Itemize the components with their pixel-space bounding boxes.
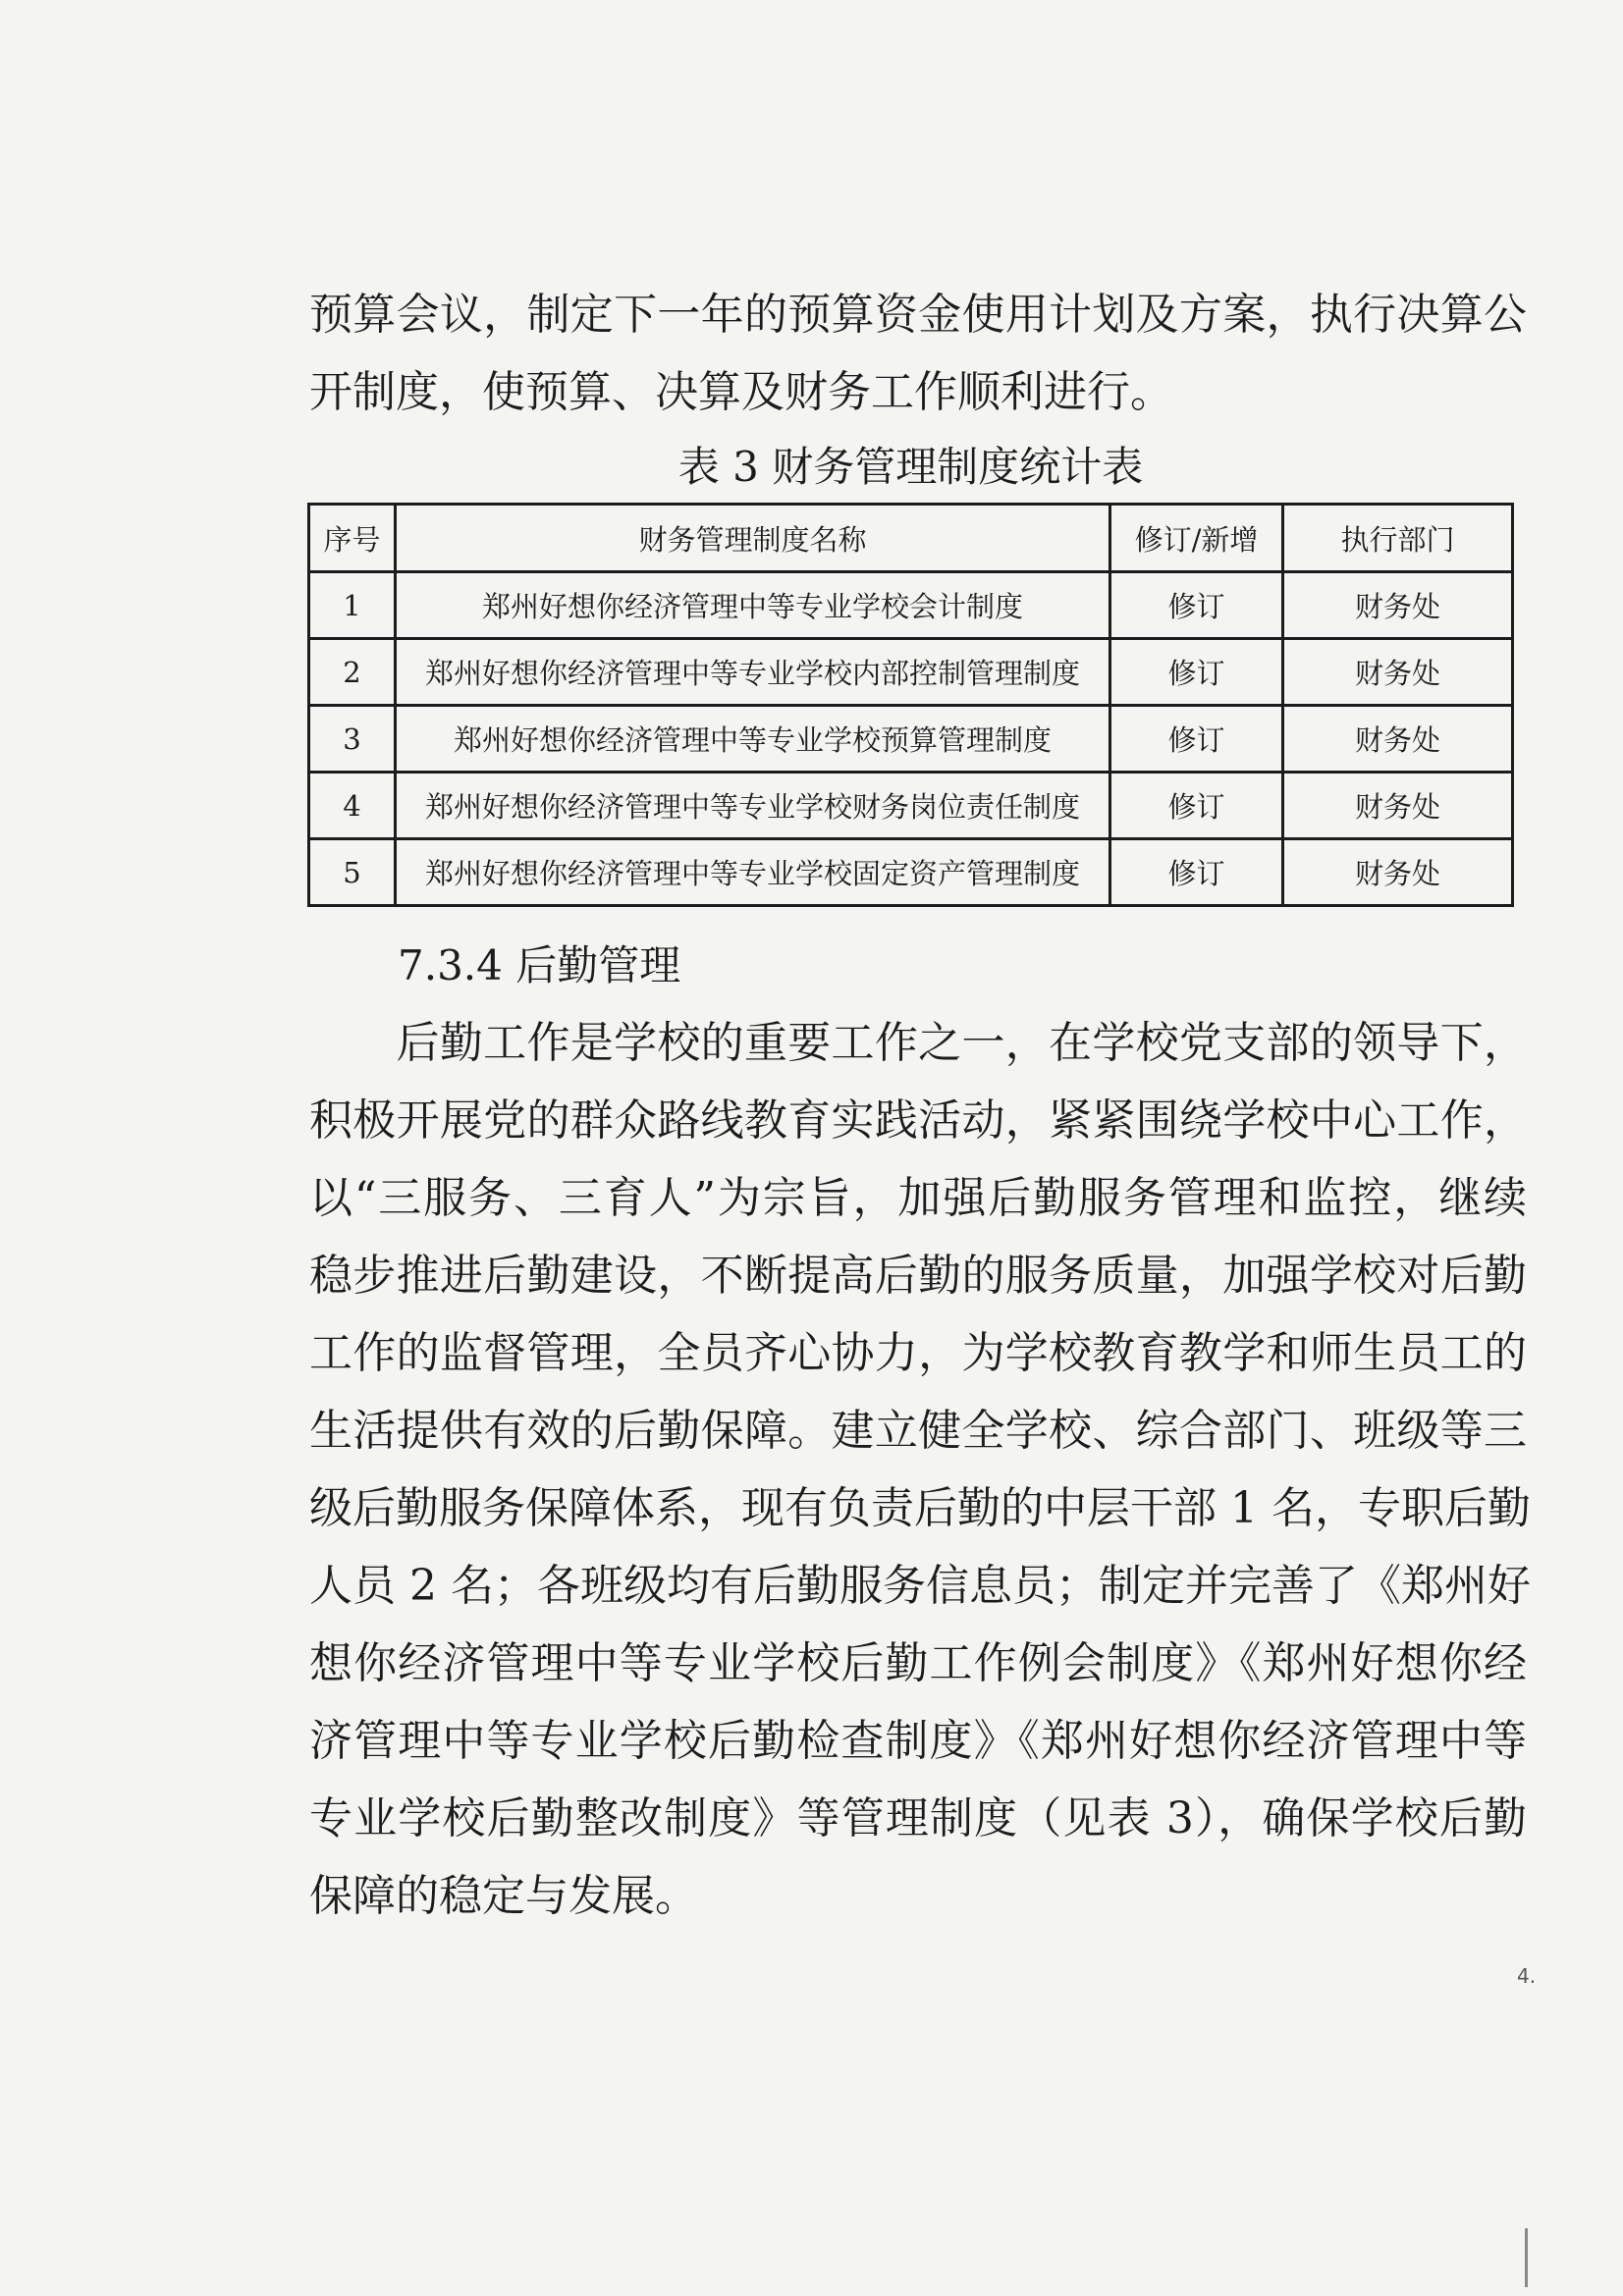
logistics-line-5: 工作的监督管理，全员齐心协力，为学校教育教学和师生员工的 — [309, 1328, 1527, 1378]
logistics-line-11: 专业学校后勤整改制度》等管理制度（见表 3），确保学校后勤 — [309, 1793, 1527, 1843]
cell-name: 郑州好想你经济管理中等专业学校会计制度 — [396, 572, 1110, 639]
header-no: 序号 — [309, 505, 396, 572]
cell-department: 财务处 — [1283, 706, 1513, 773]
logistics-line-2: 积极开展党的群众路线教育实践活动，紧紧围绕学校中心工作， — [309, 1095, 1527, 1146]
table-caption: 表 3 财务管理制度统计表 — [677, 443, 1144, 491]
table-row — [309, 839, 1513, 906]
logistics-line-8: 人员 2 名；各班级均有后勤服务信息员；制定并完善了《郑州好 — [309, 1561, 1531, 1611]
logistics-line-9: 想你经济管理中等专业学校后勤工作例会制度》《郑州好想你经 — [309, 1638, 1527, 1688]
cell-revision: 修订 — [1110, 773, 1283, 839]
cell-revision: 修订 — [1110, 839, 1283, 906]
scan-edge-mark — [1525, 2228, 1528, 2287]
header-department: 执行部门 — [1283, 505, 1513, 572]
logistics-line-1: 后勤工作是学校的重要工作之一，在学校党支部的领导下， — [309, 1018, 1527, 1068]
section-heading: 7.3.4 后勤管理 — [398, 941, 681, 989]
cell-name: 郑州好想你经济管理中等专业学校财务岗位责任制度 — [396, 773, 1110, 839]
intro-line-1: 预算会议，制定下一年的预算资金使用计划及方案，执行决算公 — [309, 290, 1527, 340]
cell-no: 4 — [309, 773, 396, 839]
table-header-row — [309, 505, 1513, 572]
cell-department: 财务处 — [1283, 639, 1513, 706]
table-row — [309, 706, 1513, 773]
logistics-line-4: 稳步推进后勤建设，不断提高后勤的服务质量，加强学校对后勤 — [309, 1251, 1527, 1301]
cell-name: 郑州好想你经济管理中等专业学校固定资产管理制度 — [396, 839, 1110, 906]
header-revision: 修订/新增 — [1110, 505, 1283, 572]
cell-revision: 修订 — [1110, 706, 1283, 773]
cell-revision: 修订 — [1110, 572, 1283, 639]
logistics-line-10: 济管理中等专业学校后勤检查制度》《郑州好想你经济管理中等 — [309, 1716, 1527, 1766]
header-name: 财务管理制度名称 — [396, 505, 1110, 572]
cell-no: 5 — [309, 839, 396, 906]
cell-revision: 修订 — [1110, 639, 1283, 706]
cell-name: 郑州好想你经济管理中等专业学校内部控制管理制度 — [396, 639, 1110, 706]
cell-department: 财务处 — [1283, 773, 1513, 839]
logistics-line-6: 生活提供有效的后勤保障。建立健全学校、综合部门、班级等三 — [309, 1406, 1527, 1456]
cell-no: 1 — [309, 572, 396, 639]
table-row — [309, 572, 1513, 639]
intro-line-2: 开制度，使预算、决算及财务工作顺利进行。 — [309, 367, 1173, 417]
logistics-line-7: 级后勤服务保障体系，现有负责后勤的中层干部 1 名，专职后勤 — [309, 1483, 1531, 1533]
table-row — [309, 773, 1513, 839]
table-row — [309, 639, 1513, 706]
logistics-line-12: 保障的稳定与发展。 — [309, 1871, 698, 1921]
cell-no: 2 — [309, 639, 396, 706]
logistics-line-3: 以“三服务、三育人”为宗旨，加强后勤服务管理和监控，继续 — [309, 1173, 1527, 1223]
page-mark: 4. — [1517, 1964, 1537, 1988]
cell-department: 财务处 — [1283, 839, 1513, 906]
cell-name: 郑州好想你经济管理中等专业学校预算管理制度 — [396, 706, 1110, 773]
cell-no: 3 — [309, 706, 396, 773]
financial-regulations-table — [307, 503, 1514, 907]
cell-department: 财务处 — [1283, 572, 1513, 639]
